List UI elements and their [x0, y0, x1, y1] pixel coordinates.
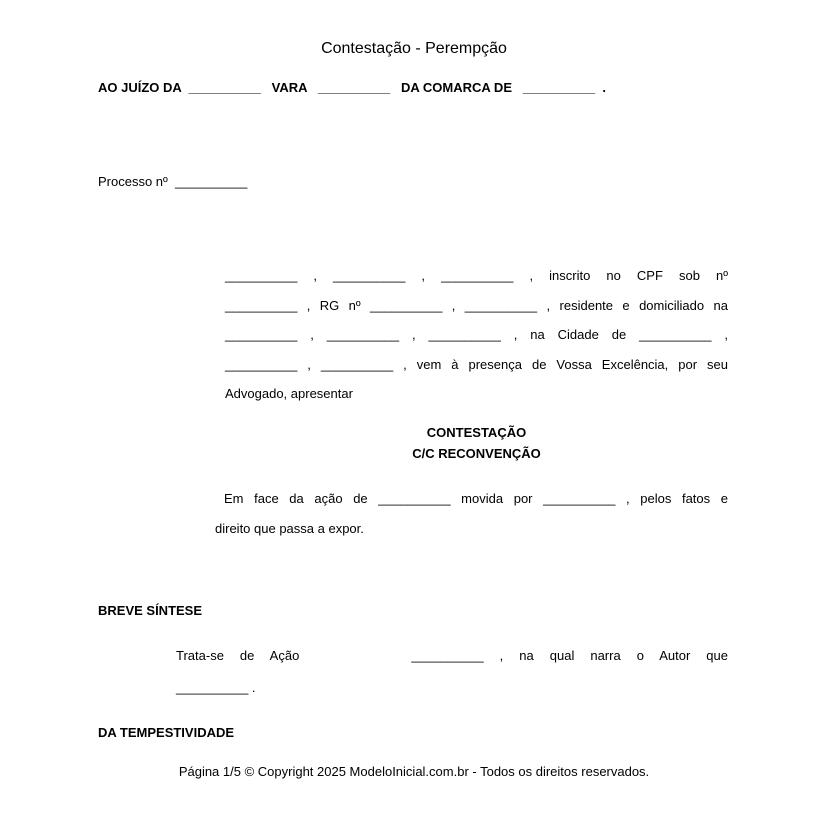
piece-heading	[225, 422, 728, 464]
intro-line: Em face da ação de __________ movida por __________ , pelos fatos e	[224, 491, 728, 506]
qualification-line: Advogado, apresentar	[225, 386, 353, 402]
piece-heading-line-2: C/C RECONVENÇÃO	[412, 446, 541, 461]
document-title: Contestação - Perempção	[321, 40, 507, 57]
qualification-line: __________ , __________ , __________ , na Cidade de __________ ,	[225, 327, 728, 343]
section-heading-tempestividade: DA TEMPESTIVIDADE	[98, 725, 235, 740]
party-qualification-paragraph	[225, 261, 728, 409]
qualification-line: __________ , RG nº __________ , __________ , residente e domiciliado na	[225, 297, 728, 313]
qualification-line: __________ , __________ , __________ , inscrito no CPF sob nº	[225, 268, 728, 283]
piece-heading-line-1: CONTESTAÇÃO	[426, 425, 527, 440]
summary-paragraph	[176, 640, 728, 704]
intro-line: direito que passa a expor.	[215, 520, 364, 536]
court-addressing-line: AO JUÍZO DA __________ VARA __________ DA COMARCA DE __________ .	[98, 80, 606, 95]
summary-line: __________ .	[176, 679, 256, 695]
intro-paragraph	[215, 484, 728, 543]
qualification-line: __________ , __________ , vem à presença de Vossa Excelência, por seu	[225, 356, 728, 372]
summary-line: Trata-se de Ação __________ , na qual narra o Autor que	[176, 648, 728, 663]
page-footer: Página 1/5 © Copyright 2025 ModeloInicial.com.br - Todos os direitos reservados.	[178, 764, 650, 779]
process-number-line: Processo nº __________	[98, 174, 248, 189]
section-heading-breve-sintese: BREVE SÍNTESE	[98, 603, 203, 618]
